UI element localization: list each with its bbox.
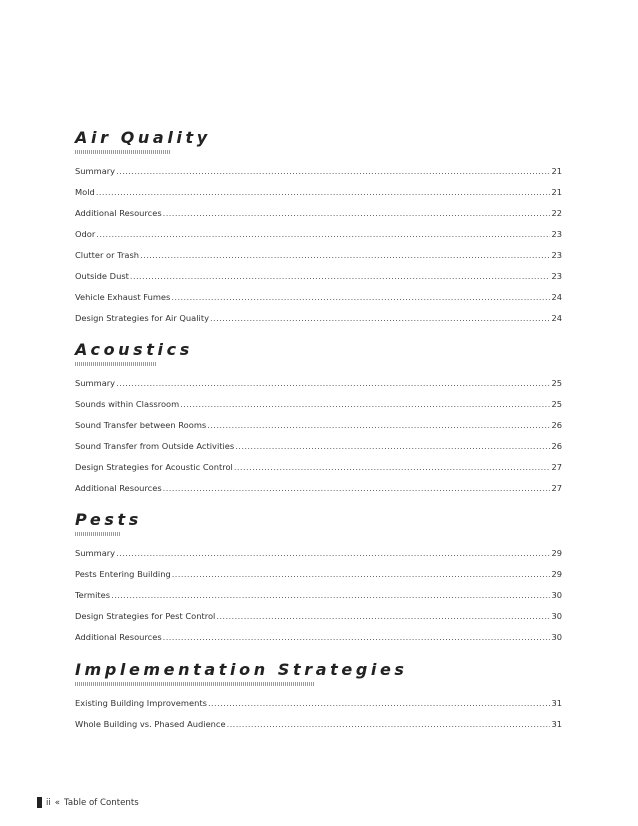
entry-title: Odor <box>75 229 96 239</box>
entry-page: 26 <box>551 420 562 430</box>
entry-title: Clutter or Trash <box>75 250 140 260</box>
entry-page: 25 <box>551 399 562 409</box>
dot-leader <box>163 478 551 499</box>
heading-underline <box>75 150 171 154</box>
toc-entry[interactable] <box>75 373 562 394</box>
entry-title: Pests Entering Building <box>75 569 171 579</box>
dot-leader <box>140 245 550 266</box>
entry-page: 27 <box>551 462 562 472</box>
entry-page: 21 <box>551 166 562 176</box>
dot-leader <box>208 693 551 714</box>
entry-page: 29 <box>551 548 562 558</box>
entry-page: 22 <box>551 208 562 218</box>
toc-section-air-quality <box>75 128 562 329</box>
dot-leader <box>130 266 551 287</box>
toc-entry[interactable] <box>75 266 562 287</box>
toc-entry[interactable] <box>75 714 562 735</box>
heading-underline <box>75 532 120 536</box>
toc-entry-list <box>75 693 562 735</box>
toc-entry[interactable] <box>75 606 562 627</box>
entry-page: 30 <box>551 590 562 600</box>
entry-page: 21 <box>551 187 562 197</box>
dot-leader <box>96 182 551 203</box>
toc-section-pests <box>75 510 562 648</box>
dot-leader <box>96 224 550 245</box>
toc-entry[interactable] <box>75 585 562 606</box>
section-heading: Air Quality <box>75 128 211 147</box>
entry-page: 29 <box>551 569 562 579</box>
entry-page: 31 <box>551 698 562 708</box>
entry-title: Sounds within Classroom <box>75 399 180 409</box>
toc-entry[interactable] <box>75 693 562 714</box>
footer-page-number: ii <box>46 797 51 808</box>
dot-leader <box>180 394 550 415</box>
footer-separator: « <box>54 797 61 808</box>
footer-label: Table of Contents <box>64 797 139 808</box>
entry-page: 31 <box>551 719 562 729</box>
dot-leader <box>207 415 550 436</box>
footer-bar-marker <box>37 797 42 808</box>
dot-leader <box>234 457 551 478</box>
toc-entry-list <box>75 161 562 329</box>
toc-entry[interactable] <box>75 287 562 308</box>
entry-title: Additional Resources <box>75 483 162 493</box>
toc-entry[interactable] <box>75 308 562 329</box>
toc-entry-list <box>75 373 562 499</box>
toc-entry[interactable] <box>75 203 562 224</box>
entry-page: 30 <box>551 632 562 642</box>
toc-entry[interactable] <box>75 161 562 182</box>
dot-leader <box>172 564 551 585</box>
dot-leader <box>116 161 550 182</box>
entry-page: 23 <box>551 271 562 281</box>
toc-entry[interactable] <box>75 436 562 457</box>
heading-underline <box>75 682 315 686</box>
dot-leader <box>111 585 550 606</box>
entry-title: Design Strategies for Air Quality <box>75 313 210 323</box>
toc-entry-list <box>75 543 562 648</box>
entry-page: 25 <box>551 378 562 388</box>
entry-title: Additional Resources <box>75 208 162 218</box>
entry-title: Summary <box>75 378 116 388</box>
entry-title: Design Strategies for Pest Control <box>75 611 216 621</box>
toc-entry[interactable] <box>75 543 562 564</box>
entry-title: Outside Dust <box>75 271 129 281</box>
toc-entry[interactable] <box>75 457 562 478</box>
section-heading: Pests <box>75 510 142 529</box>
entry-title: Additional Resources <box>75 632 162 642</box>
entry-page: 24 <box>551 292 562 302</box>
section-heading: Implementation Strategies <box>75 660 408 679</box>
toc-entry[interactable] <box>75 245 562 266</box>
dot-leader <box>116 543 550 564</box>
toc-entry[interactable] <box>75 394 562 415</box>
dot-leader <box>116 373 550 394</box>
dot-leader <box>227 714 551 735</box>
dot-leader <box>171 287 550 308</box>
entry-page: 23 <box>551 229 562 239</box>
dot-leader <box>163 627 551 648</box>
dot-leader <box>235 436 550 457</box>
toc-section-implementation-strategies <box>75 660 562 735</box>
dot-leader <box>210 308 550 329</box>
toc-entry[interactable] <box>75 627 562 648</box>
dot-leader <box>216 606 550 627</box>
dot-leader <box>163 203 551 224</box>
toc-entry[interactable] <box>75 224 562 245</box>
entry-title: Summary <box>75 166 116 176</box>
entry-page: 30 <box>551 611 562 621</box>
toc-entry[interactable] <box>75 415 562 436</box>
entry-title: Whole Building vs. Phased Audience <box>75 719 226 729</box>
heading-underline <box>75 362 157 366</box>
entry-page: 23 <box>551 250 562 260</box>
toc-section-acoustics <box>75 340 562 499</box>
entry-title: Summary <box>75 548 116 558</box>
entry-title: Existing Building Improvements <box>75 698 207 708</box>
entry-page: 26 <box>551 441 562 451</box>
entry-title: Termites <box>75 590 111 600</box>
toc-entry[interactable] <box>75 182 562 203</box>
entry-title: Vehicle Exhaust Fumes <box>75 292 171 302</box>
section-heading: Acoustics <box>75 340 193 359</box>
entry-title: Sound Transfer between Rooms <box>75 420 207 430</box>
entry-title: Mold <box>75 187 95 197</box>
toc-entry[interactable] <box>75 478 562 499</box>
entry-page: 27 <box>551 483 562 493</box>
entry-title: Design Strategies for Acoustic Control <box>75 462 233 472</box>
toc-entry[interactable] <box>75 564 562 585</box>
entry-page: 24 <box>551 313 562 323</box>
page-footer <box>37 797 139 808</box>
entry-title: Sound Transfer from Outside Activities <box>75 441 235 451</box>
